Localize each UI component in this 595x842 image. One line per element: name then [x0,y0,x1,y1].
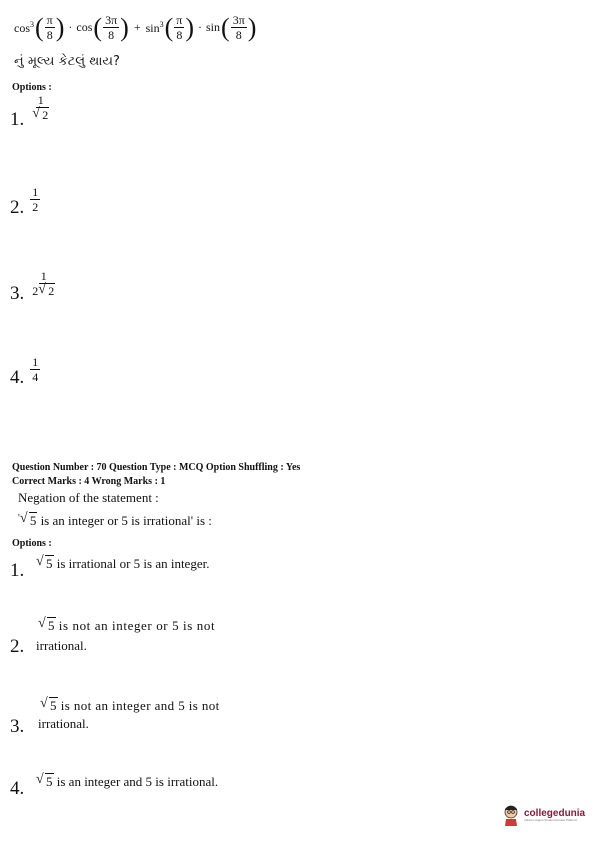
sin-term-1: $\sin^3$ [145,19,164,35]
fraction-pi-8-b: $\frac{\pi}{8}$ [176,13,183,42]
options-label-q69: Options : [12,82,52,93]
collegedunia-logo [502,804,585,826]
q69-option-2[interactable] [10,186,40,219]
sqrt-5: √ 5 [38,618,56,634]
question-70-meta: Question Number : 70 Question Type : MCQ Option Shuffling : Yes [12,462,301,473]
q69-option-4[interactable] [10,356,40,389]
q70-option-3[interactable]: √ 5 is not an integer and 5 is not 3. irrational. [10,694,270,734]
gujarati-question-text: નું મૂલ્ય કેટલું થાય? [14,54,120,69]
option-number: 2. [10,636,25,657]
brand-name: collegedunia [524,807,586,819]
question-70-text: Negation of the statement : [18,490,159,505]
sqrt-5: √ 5 [36,556,54,572]
option-number: 3. [10,283,25,304]
options-label-q70: Options : [12,538,52,549]
q69-option-3[interactable] [10,270,57,305]
sqrt-5: √ 5 [20,513,38,529]
option-number: 1. [10,109,25,130]
question-69-expression: $\cos^3$ ( $\frac{\pi}{8}$ ) · cos ( $\frac{3\pi}{8}$ ) + $\sin^3$ ( $\frac{\pi}{8}$ ) · sin ( $\frac{3\pi}{8}$ ) [14,12,257,42]
fraction-1-over-2root2: $\frac{1}{2√ 2}$ [30,270,57,297]
question-70-marks: Correct Marks : 4 Wrong Marks : 1 [12,476,166,487]
q69-option-1[interactable] [10,94,51,131]
mascot-icon [502,804,520,826]
sqrt-5: √ 5 [40,698,58,714]
q70-option-4[interactable]: 4. √ 5 is an integer and 5 is irrational. [10,772,270,802]
fraction-3pi-8-a: $\frac{3\pi}{8}$ [105,13,118,42]
option-number: 3. [10,716,25,737]
brand-tagline: India's Largest Student Review Platform [524,817,578,822]
fraction-3pi-8-b: $\frac{3\pi}{8}$ [232,13,245,42]
fraction-1-over-4: $\frac{1}{4}$ [32,355,39,384]
option-number: 4. [10,778,25,799]
sqrt-5: √ 5 [36,774,54,790]
fraction-1-over-root2: 1 √ 2 [30,94,51,121]
option-number: 1. [10,560,25,581]
question-70-statement: '√ 5 is an integer or 5 is irrational' is : [18,513,212,529]
fraction-pi-8-a: $\frac{\pi}{8}$ [46,13,53,42]
fraction-1-over-2: $\frac{1}{2}$ [32,185,39,214]
option-number: 4. [10,367,25,388]
q70-option-2[interactable]: √ 5 is not an integer or 5 is not 2. irrational. [10,614,270,654]
cos-term-1: $\cos^3$ [14,19,34,35]
option-number: 2. [10,197,25,218]
